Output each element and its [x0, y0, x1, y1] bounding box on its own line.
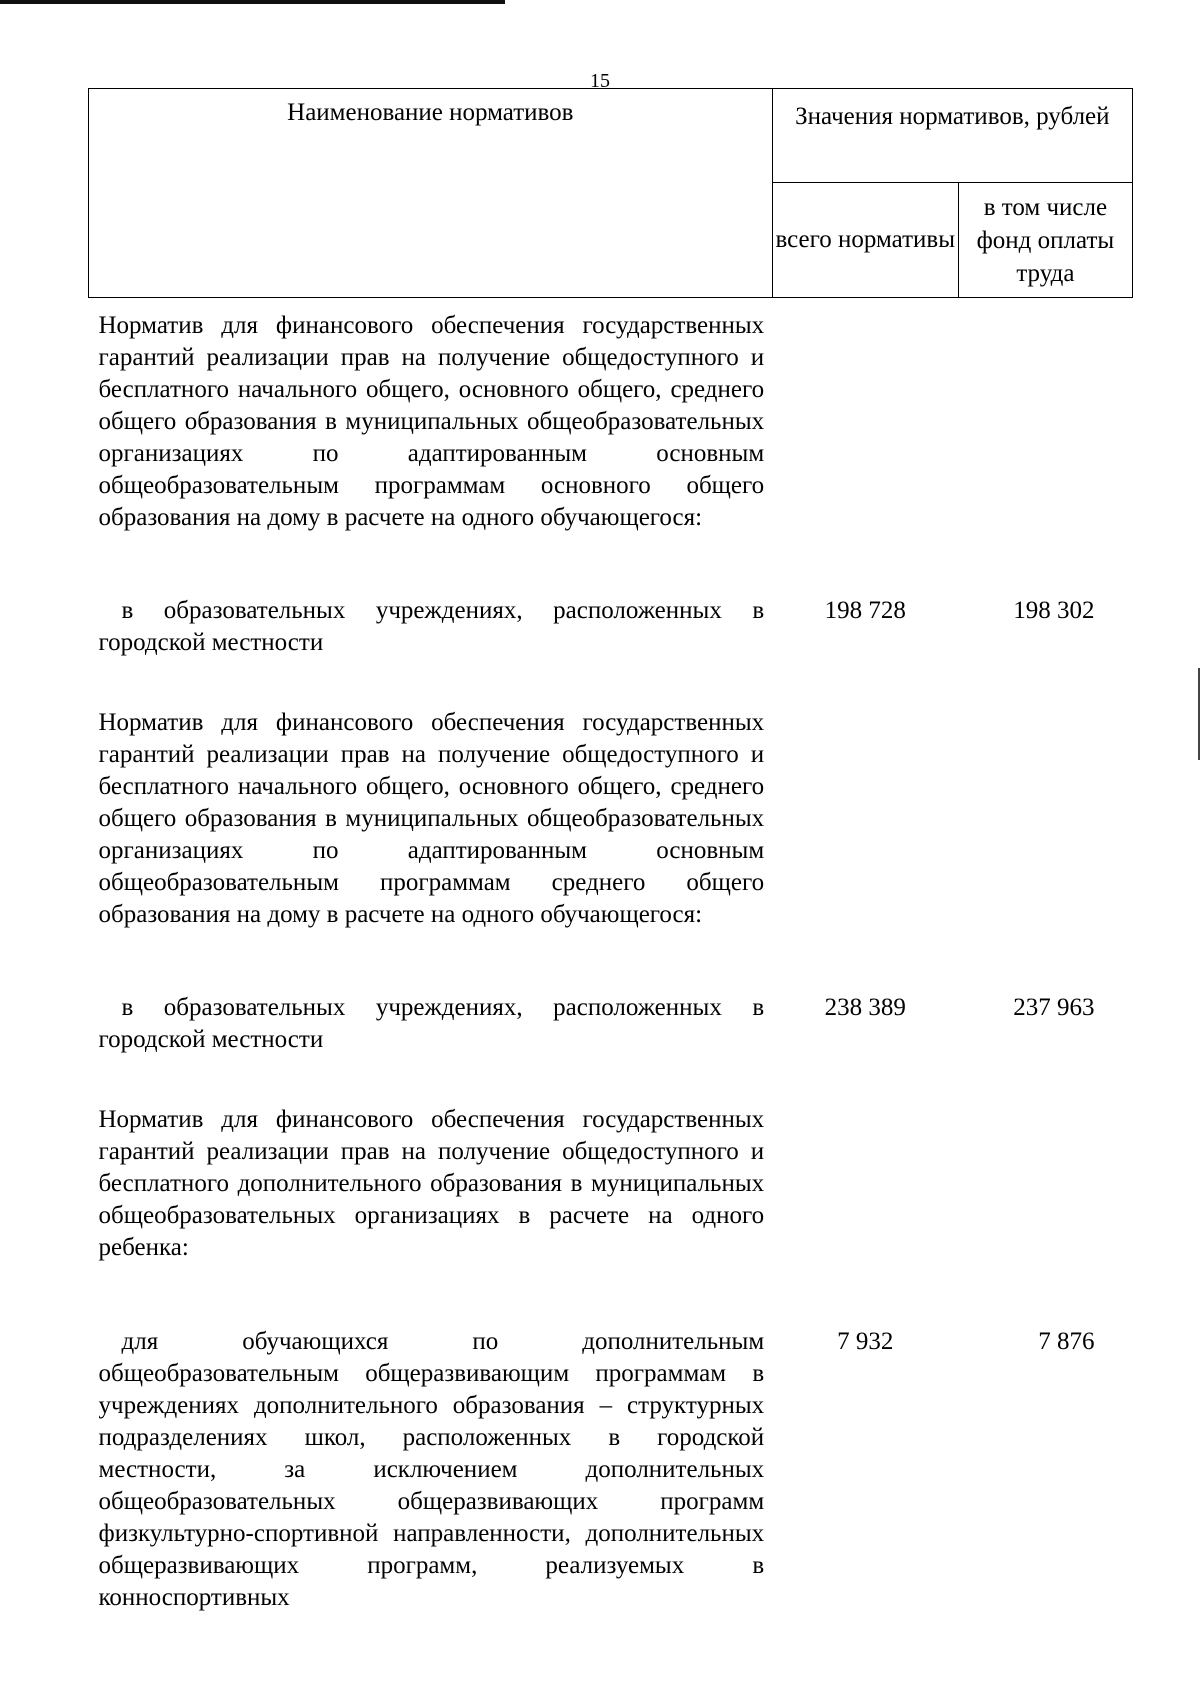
- group-description: Норматив для финансового обеспечения государственных гарантий реализации прав на получение общедоступного и бесплатного начального общего, основного общего, среднего общего образования в муниципальных общеобразовательных организациях по адаптированным основным общеобразовательным программам среднего общего образования на дому в расчете на одного обучающегося:: [98, 709, 765, 928]
- table-row-group-3: [89, 1092, 1133, 1326]
- table-row-group-2: [89, 695, 1133, 992]
- page-number: 15: [590, 70, 610, 92]
- header-values: Значения нормативов, рублей: [772, 89, 1132, 183]
- value-total: 7 932: [837, 1328, 894, 1355]
- value-total: 238 389: [824, 994, 906, 1021]
- table-row-sub-2: [89, 992, 1133, 1092]
- value-fund: 7 876: [1038, 1328, 1095, 1355]
- sub-description: в образовательных учреждениях, расположенных в городской местности: [98, 597, 765, 656]
- table-row-sub-1: [89, 595, 1133, 695]
- group-description: Норматив для финансового обеспечения государственных гарантий реализации прав на получение общедоступного и бесплатного начального общего, основного общего, среднего общего образования в муниципальных общеобразовательных организациях по адаптированным основным общеобразовательным программам основного общего образования на дому в расчете на одного обучающегося:: [98, 312, 765, 531]
- table-row-sub-3: [89, 1326, 1133, 1636]
- header-total: всего нормативы: [772, 183, 958, 298]
- sub-description: в образовательных учреждениях, расположенных в городской местности: [98, 994, 765, 1053]
- standards-table: [88, 88, 1133, 1636]
- scan-edge-bar: [0, 0, 505, 4]
- value-fund: 237 963: [1013, 994, 1095, 1021]
- header-name: Наименование нормативов: [89, 89, 773, 298]
- header-fund: в том числе фонд оплаты труда: [958, 183, 1132, 298]
- value-total: 198 728: [824, 597, 906, 624]
- table-row-group-1: [89, 298, 1133, 596]
- value-fund: 198 302: [1013, 597, 1095, 624]
- group-description: Норматив для финансового обеспечения государственных гарантий реализации прав на получение общедоступного и бесплатного дополнительного образования в муниципальных общеобразовательных организациях в расчете на одного ребенка:: [98, 1106, 765, 1261]
- sub-description: для обучающихся по дополнительным общеобразовательным общеразвивающим программам в учреждениях дополнительного образования – структурных подразделениях школ, расположенных в городской местности, за исключением дополнительных общеобразовательных общеразвивающих программ физкультурно-спортивной направленности, дополнительных общеразвивающих программ, реализуемых в конноспортивных: [98, 1328, 765, 1611]
